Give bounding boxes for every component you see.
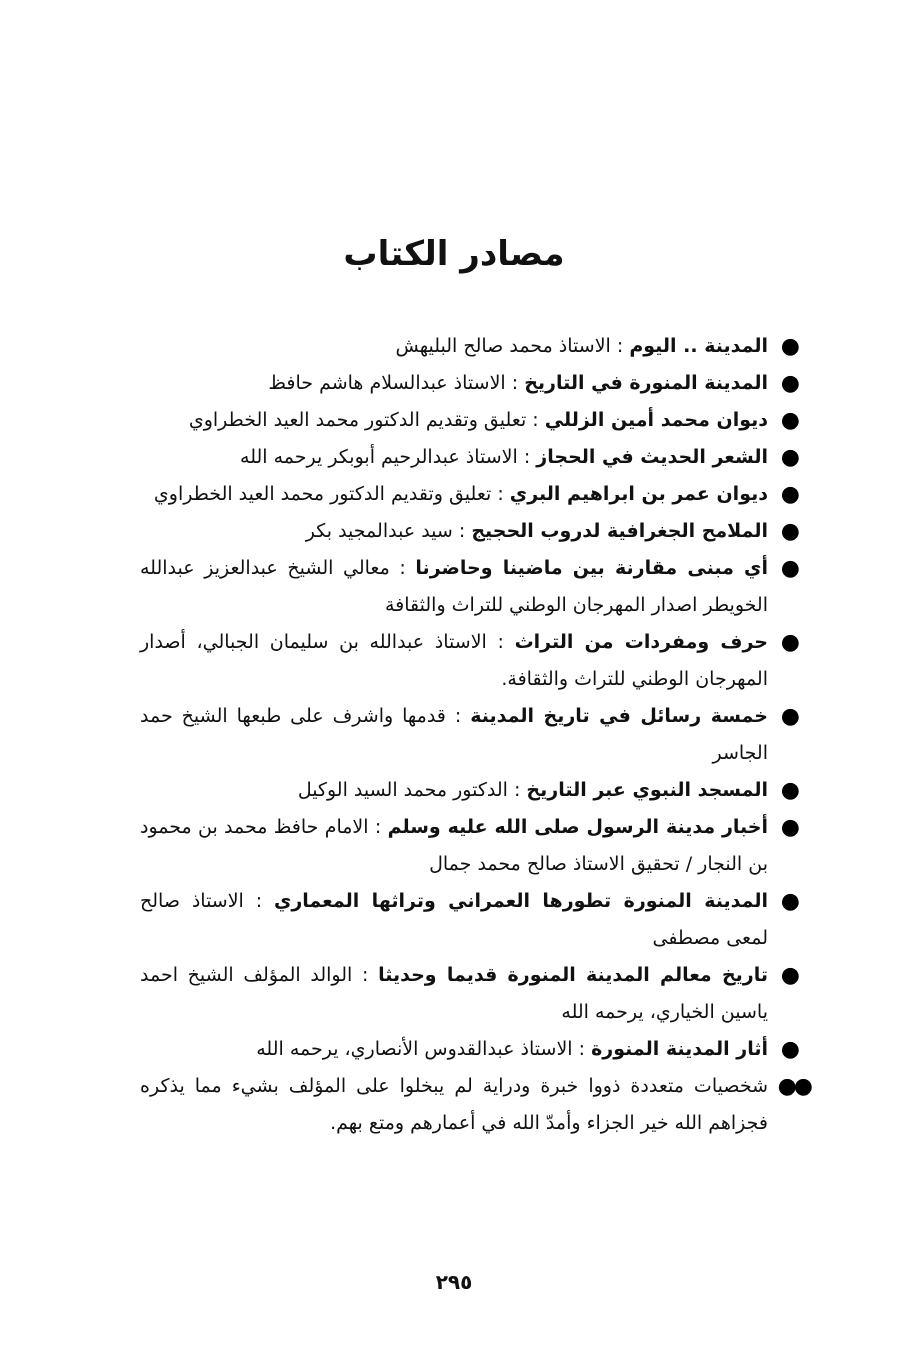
- source-title: أخبار مدينة الرسول صلى الله عليه وسلم: [387, 816, 769, 838]
- source-item: [140, 328, 800, 365]
- source-title: الشعر الحديث في الحجاز: [536, 446, 768, 468]
- source-item: [140, 365, 800, 402]
- source-item: [140, 476, 800, 513]
- source-title: المدينة المنورة في التاريخ: [524, 372, 768, 394]
- double-bullet-icon: ●●: [777, 1074, 810, 1099]
- source-item: [140, 957, 800, 1031]
- separator: :: [511, 372, 519, 394]
- source-title: الملامح الجغرافية لدروب الحجيج: [471, 520, 768, 542]
- bullet-icon: ●: [780, 1037, 800, 1062]
- source-item: [140, 883, 800, 957]
- page-title: مصادر الكتاب: [343, 234, 565, 274]
- source-title: أي مبنى مقارنة بين ماضينا وحاضرنا: [415, 557, 768, 579]
- source-author: سيد عبدالمجيد بكر: [305, 520, 453, 542]
- separator: :: [578, 1038, 586, 1060]
- bullet-icon: ●: [780, 334, 800, 359]
- source-item: [140, 772, 800, 809]
- sources-list: [140, 328, 810, 1142]
- separator: :: [616, 335, 624, 357]
- closing-note: شخصيات متعددة ذووا خبرة ودراية لم يبخلوا على المؤلف بشيء مما يذكره فجزاهم الله خير الجزاء وأمدّ الله في أعمارهم ومتع بهم.: [140, 1075, 768, 1134]
- bullet-icon: ●: [780, 704, 800, 729]
- bullet-icon: ●: [780, 889, 800, 914]
- separator: :: [513, 779, 521, 801]
- source-title: أثار المدينة المنورة: [591, 1038, 768, 1060]
- source-title: ديوان محمد أمين الزللي: [544, 409, 768, 431]
- source-item: [140, 698, 800, 772]
- bullet-icon: ●: [780, 630, 800, 655]
- separator: :: [255, 890, 263, 912]
- source-title: حرف ومفردات من التراث: [514, 631, 768, 653]
- source-author: الدكتور محمد السيد الوكيل: [297, 779, 508, 801]
- source-title: خمسة رسائل في تاريخ المدينة: [470, 705, 768, 727]
- source-title: تاريخ معالم المدينة المنورة قديما وحديثا: [378, 964, 768, 986]
- bullet-icon: ●: [780, 371, 800, 396]
- source-title: ديوان عمر بن ابراهيم البري: [509, 483, 768, 505]
- separator: :: [454, 705, 462, 727]
- bullet-icon: ●: [780, 482, 800, 507]
- source-item: [140, 1031, 800, 1068]
- separator: :: [458, 520, 466, 542]
- source-author: الاستاذ صالح لمعى مصطفى: [140, 890, 768, 949]
- page-number: ٢٩٥: [435, 1270, 473, 1294]
- source-author: الامام حافظ محمد بن محمود بن النجار / تحقيق الاستاذ صالح محمد جمال: [140, 816, 768, 875]
- separator: :: [497, 631, 504, 653]
- separator: :: [399, 557, 406, 579]
- bullet-icon: ●: [780, 815, 800, 840]
- bullet-icon: ●: [780, 963, 800, 988]
- closing-note-item: [140, 1068, 810, 1142]
- source-item: [140, 402, 800, 439]
- source-author: الاستاذ عبدالله بن سليمان الجبالي، أصدار المهرجان الوطني للتراث والثقافة.: [140, 631, 768, 690]
- source-author: الاستاذ عبدالقدوس الأنصاري، يرحمه الله: [256, 1038, 573, 1060]
- source-item: [140, 513, 800, 550]
- source-title: المسجد النبوي عبر التاريخ: [526, 779, 768, 801]
- source-item: [140, 624, 800, 698]
- bullet-icon: ●: [780, 778, 800, 803]
- source-title: المدينة المنورة تطورها العمراني وتراثها المعماري: [273, 890, 768, 912]
- source-item: [140, 550, 800, 624]
- source-author: الاستاذ عبدالرحيم أبوبكر يرحمه الله: [240, 446, 518, 468]
- separator: :: [523, 446, 531, 468]
- source-author: تعليق وتقديم الدكتور محمد العيد الخطراوي: [188, 409, 527, 431]
- source-author: معالي الشيخ عبدالعزيز عبدالله الخويطر اصدار المهرجان الوطني للتراث والثقافة: [140, 557, 768, 616]
- source-author: تعليق وتقديم الدكتور محمد العيد الخطراوي: [153, 483, 492, 505]
- source-item: [140, 809, 800, 883]
- bullet-icon: ●: [780, 556, 800, 581]
- source-author: الاستاذ محمد صالح البليهش: [395, 335, 611, 357]
- source-author: الوالد المؤلف الشيخ احمد ياسين الخياري، يرحمه الله: [140, 964, 768, 1023]
- separator: :: [362, 964, 369, 986]
- source-title: المدينة .. اليوم: [629, 335, 768, 357]
- bullet-icon: ●: [780, 408, 800, 433]
- source-item: [140, 439, 800, 476]
- separator: :: [497, 483, 504, 505]
- bullet-icon: ●: [780, 519, 800, 544]
- bullet-icon: ●: [780, 445, 800, 470]
- separator: :: [532, 409, 539, 431]
- source-author: الاستاذ عبدالسلام هاشم حافظ: [268, 372, 506, 394]
- separator: :: [374, 816, 382, 838]
- source-author: قدمها واشرف على طبعها الشيخ حمد الجاسر: [140, 705, 768, 764]
